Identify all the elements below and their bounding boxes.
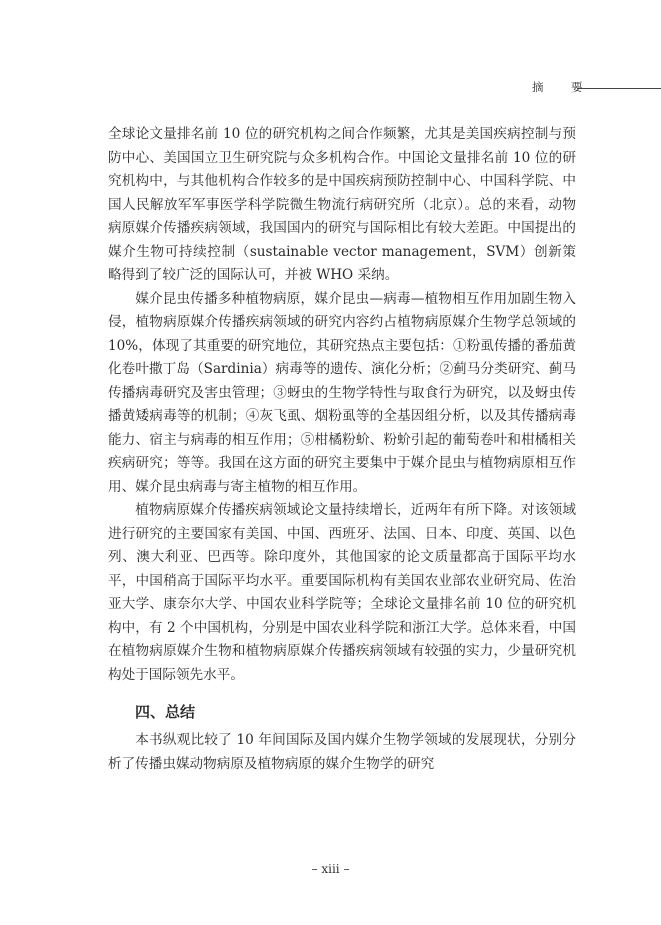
paragraph-continued: 全球论文量排名前 10 位的研究机构之间合作频繁，尤其是美国疾病控制与预防中心、美国国立卫生研究院与众多机构合作。中国论文量排名前 10 位的研究机构中，与其他机构合作较多的是中国疾病预防控制中心、中国科学院、中国人民解放军军事医学科学院微生物流行病研究所（北京）。总的来看，动物病原媒介传播疾病领域，我国国内的研究与国际相比有较大差距。中国提出的媒介生物可持续控制（sustainable vector management，SVM）创新策略得到了较广泛的国际认可，并被 WHO 采纳。 (108, 126, 576, 283)
paragraph-plant-pathogen-trends: 植物病原媒介传播疾病领域论文量持续增长，近两年有所下降。对该领域进行研究的主要国家有美国、中国、西班牙、法国、日本、印度、英国、以色列、澳大利亚、巴西等。除印度外，其他国家的论文质量都高于国际平均水平，中国稍高于国际平均水平。重要国际机构有美国农业部农业研究局、佐治亚大学、康奈尔大学、中国农业科学院等；全球论文量排名前 10 位的研究机构中，有 2 个中国机构，分别是中国农业科学院和浙江大学。总体来看，中国在植物病原媒介生物和植物病原媒介传播疾病领域有较强的实力，少量研究机构处于国际领先水平。 (108, 502, 576, 683)
section-heading: 四、总结 (135, 703, 196, 721)
paragraph-plant-vectors: 媒介昆虫传播多种植物病原，媒介昆虫—病毒—植物相互作用加剧生物入侵，植物病原媒介传播疾病领域的研究内容约占植物病原媒介生物学总领域的 10%，体现了其重要的研究地位，其研究热点主要包括：①粉虱传播的番茄黄化卷叶撒丁岛（Sardinia）病毒等的遗传、演化分析；②蓟马分类研究、蓟马传播病毒研究及害虫管理；③蚜虫的生物学特性与取食行为研究，以及蚜虫传播黄矮病毒等的机制；④灰飞虱、烟粉虱等的全基因组分析，以及其传播病毒能力、宿主与病毒的相互作用；⑤柑橘粉蚧、粉蚧引起的葡萄卷叶和柑橘相关疾病研究；等等。我国在这方面的研究主要集中于媒介昆虫与植物病原相互作用、媒介昆虫病毒与寄主植物的相互作用。 (108, 290, 576, 495)
paragraph-summary: 本书纵观比较了 10 年间国际及国内媒介生物学领域的发展现状，分别分析了传播虫媒动物病原及植物病原的媒介生物学的研究 (108, 732, 576, 772)
running-header: 摘 要 (532, 80, 591, 94)
page-number: – xiii – (311, 862, 350, 876)
body-text (108, 123, 576, 776)
header-rule (577, 88, 661, 89)
